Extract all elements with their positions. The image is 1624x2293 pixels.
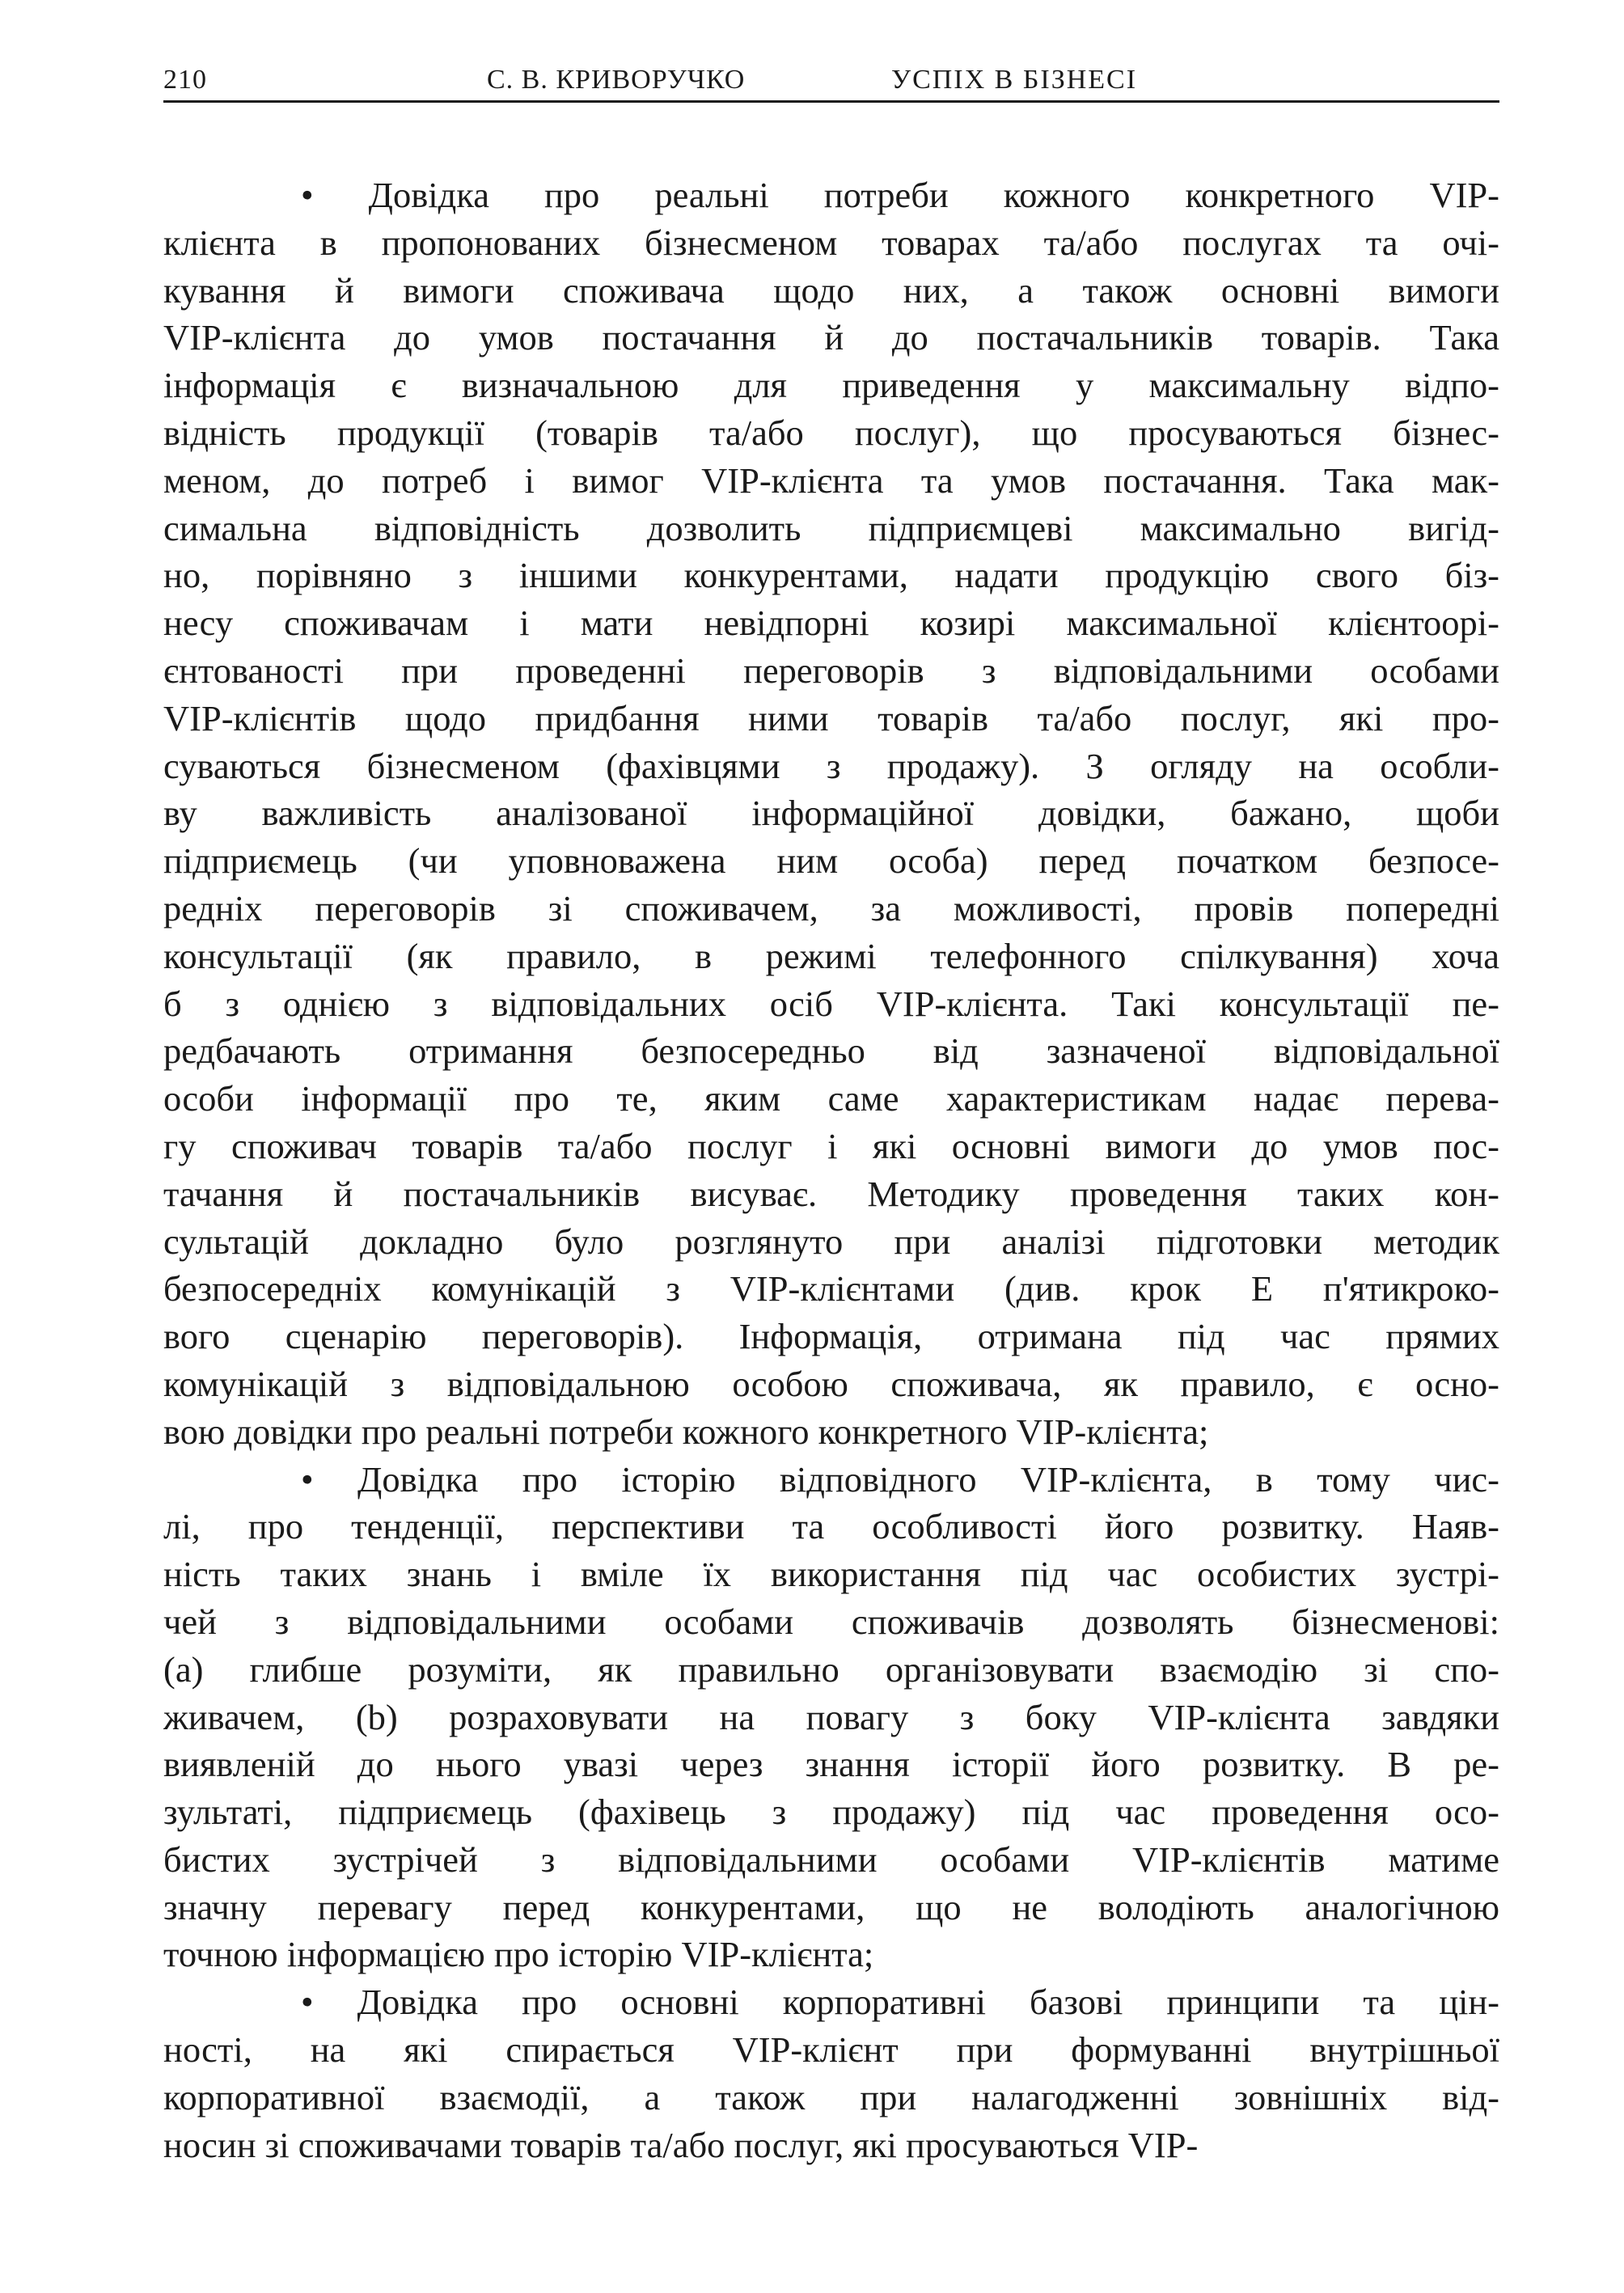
paragraph-line: консультації (як правило, в режимі телефонного спілкування) хоча (163, 935, 1499, 976)
paragraph-line: кування й вимоги споживача щодо них, а також основні вимоги (163, 269, 1499, 311)
paragraph-line: VIP-клієнта до умов постачання й до постачальників товарів. Така (163, 317, 1499, 358)
paragraph-line: зультаті, підприємець (фахівець з продажу) під час проведення осо- (163, 1792, 1499, 1833)
paragraph-line: редбачають отримання безпосередньо від зазначеної відповідальної (163, 1030, 1499, 1072)
paragraph-line: ву важливість аналізованої інформаційної довідки, бажано, щоби (163, 793, 1499, 834)
page-number: 210 (163, 65, 207, 95)
paragraph-line: відність продукції (товарів та/або послуг), що просуваються бізнес- (163, 412, 1499, 453)
paragraph-line: особи інформації про те, яким саме характеристикам надає перева- (163, 1078, 1499, 1119)
paragraph-line: клієнта в пропонованих бізнесменом товарах та/або послугах та очі- (163, 222, 1499, 263)
paragraph-line: безпосередніх комунікацій з VIP-клієнтами (див. крок Е п'ятикроко- (163, 1268, 1499, 1309)
author-name: С. В. КРИВОРУЧКО (487, 65, 746, 95)
paragraph-line: чей з відповідальними особами споживачів дозволять бізнесменові: (163, 1601, 1499, 1642)
paragraph-line: значну перевагу перед конкурентами, що не володіють аналогічною (163, 1886, 1499, 1927)
paragraph-line: меном, до потреб і вимог VIP-клієнта та умов постачання. Така мак- (163, 459, 1499, 501)
paragraph-line: точною інформацією про історію VIP-клієнта; (163, 1934, 874, 1975)
bullet-paragraph-first-line: • Довідка про основні корпоративні базові принципи та цін- (301, 1982, 1499, 2023)
paragraph-line: бистих зустрічей з відповідальними особами VIP-клієнтів матиме (163, 1838, 1499, 1880)
paragraph-line: гу споживач товарів та/або послуг і які основні вимоги до умов пос- (163, 1125, 1499, 1166)
paragraph-line: виявленій до нього увазі через знання історії його розвитку. В ре- (163, 1744, 1499, 1785)
paragraph-line: єнтованості при проведенні переговорів з відповідальними особами (163, 649, 1499, 691)
paragraph-line: б з однією з відповідальних осіб VIP-клієнта. Такі консультації пе- (163, 983, 1499, 1024)
paragraph-line: підприємець (чи уповноважена ним особа) перед початком безпосе- (163, 840, 1499, 882)
running-header (163, 60, 1499, 103)
paragraph-line: VIP-клієнтів щодо придбання ними товарів та/або послуг, які про- (163, 697, 1499, 738)
paragraph-line: редніх переговорів зі споживачем, за можливості, провів попередні (163, 887, 1499, 929)
paragraph-line: інформація є визначальною для приведення у максимальну відпо- (163, 365, 1499, 406)
paragraph-line: сультацій докладно було розглянуто при аналізі підготовки методик (163, 1221, 1499, 1262)
paragraph-line: (a) глибше розуміти, як правильно організовувати взаємодію зі спо- (163, 1648, 1499, 1690)
bullet-paragraph-first-line: • Довідка про історію відповідного VIP-клієнта, в тому чис- (301, 1458, 1499, 1500)
paragraph-line: носин зі споживачами товарів та/або послуг, які просуваються VIP- (163, 2124, 1199, 2165)
paragraph-line: симальна відповідність дозволить підприємцеві максимально вигід- (163, 507, 1499, 548)
paragraph-line: но, порівняно з іншими конкурентами, надати продукцію свого біз- (163, 555, 1499, 596)
paragraph-line: корпоративної взаємодії, а також при налагодженні зовнішніх від- (163, 2076, 1499, 2117)
paragraph-line: несу споживачам і мати невідпорні козирі максимальної клієнтоорі- (163, 603, 1499, 644)
paragraph-line: живачем, (b) розраховувати на повагу з боку VIP-клієнта завдяки (163, 1696, 1499, 1737)
paragraph-line: комунікацій з відповідальною особою споживача, як правило, є осно- (163, 1363, 1499, 1404)
paragraph-line: ність таких знань і вміле їх використання під час особистих зустрі- (163, 1554, 1499, 1595)
paragraph-line: вою довідки про реальні потреби кожного конкретного VIP-клієнта; (163, 1411, 1209, 1452)
paragraph-line: лі, про тенденції, перспективи та особливості його розвитку. Наяв- (163, 1506, 1499, 1547)
bullet-paragraph-first-line: • Довідка про реальні потреби кожного конкретного VIP- (301, 175, 1499, 215)
body-text (163, 171, 1499, 2168)
book-title: УСПІХ В БІЗНЕСІ (891, 65, 1138, 95)
paragraph-line: вого сценарію переговорів). Інформація, отримана під час прямих (163, 1316, 1499, 1357)
paragraph-line: суваються бізнесменом (фахівцями з продажу). З огляду на особли- (163, 745, 1499, 786)
paragraph-line: ності, на які спирається VIP-клієнт при формуванні внутрішньої (163, 2029, 1499, 2071)
paragraph-line: тачання й постачальників висуває. Методику проведення таких кон- (163, 1173, 1499, 1214)
